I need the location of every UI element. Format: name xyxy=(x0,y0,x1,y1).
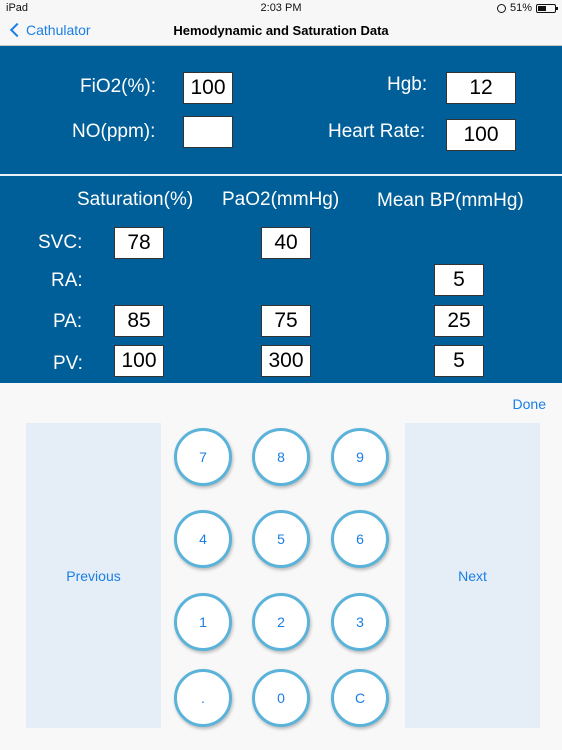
navigation-bar xyxy=(0,16,562,46)
key-6[interactable]: 6 xyxy=(331,510,389,568)
page-title: Hemodynamic and Saturation Data xyxy=(173,23,389,38)
key-clear[interactable]: C xyxy=(331,669,389,727)
saturation-header: Saturation(%) xyxy=(77,189,194,210)
status-bar xyxy=(0,0,562,16)
battery-fill xyxy=(538,6,546,11)
pa-pao2-field[interactable]: 75 xyxy=(261,305,311,337)
previous-button[interactable]: Previous xyxy=(26,423,161,728)
hgb-label: Hgb: xyxy=(387,74,428,95)
key-1[interactable]: 1 xyxy=(174,593,232,651)
numeric-keypad xyxy=(0,383,562,750)
pv-pao2-field[interactable]: 300 xyxy=(261,345,311,377)
key-9[interactable]: 9 xyxy=(331,428,389,486)
done-button[interactable]: Done xyxy=(512,396,546,412)
mean-bp-header: Mean BP(mmHg) xyxy=(377,190,524,211)
pa-saturation-field[interactable]: 85 xyxy=(114,305,164,337)
pv-saturation-field[interactable]: 100 xyxy=(114,345,164,377)
key-2[interactable]: 2 xyxy=(252,593,310,651)
heart-rate-field[interactable]: 100 xyxy=(446,119,516,151)
key-0[interactable]: 0 xyxy=(252,669,310,727)
pv-label: PV: xyxy=(53,353,83,374)
pao2-header: PaO2(mmHg) xyxy=(222,189,340,210)
rotation-lock-icon xyxy=(497,4,506,13)
status-time: 2:03 PM xyxy=(260,2,302,14)
fio2-label: FiO2(%): xyxy=(80,76,156,97)
status-right xyxy=(497,2,556,14)
key-7[interactable]: 7 xyxy=(174,428,232,486)
svc-saturation-field[interactable]: 78 xyxy=(114,227,164,259)
fio2-field[interactable]: 100 xyxy=(183,72,233,104)
key-8[interactable]: 8 xyxy=(252,428,310,486)
key-decimal[interactable]: . xyxy=(174,669,232,727)
pa-label: PA: xyxy=(53,311,83,332)
svc-pao2-field[interactable]: 40 xyxy=(261,227,311,259)
battery-percent: 51% xyxy=(509,2,532,14)
pa-mean-bp-field[interactable]: 25 xyxy=(434,305,484,337)
key-3[interactable]: 3 xyxy=(331,593,389,651)
hgb-field[interactable]: 12 xyxy=(446,72,516,104)
ra-label: RA: xyxy=(51,270,83,291)
device-name: iPad xyxy=(6,2,29,14)
key-4[interactable]: 4 xyxy=(174,510,232,568)
back-label: Cathulator xyxy=(26,22,91,38)
battery-icon xyxy=(536,4,556,13)
key-5[interactable]: 5 xyxy=(252,510,310,568)
ra-mean-bp-field[interactable]: 5 xyxy=(434,264,484,296)
heart-rate-label: Heart Rate: xyxy=(328,121,426,142)
pv-mean-bp-field[interactable]: 5 xyxy=(434,345,484,377)
no-label: NO(ppm): xyxy=(72,121,156,142)
next-button[interactable]: Next xyxy=(405,423,540,728)
svc-label: SVC: xyxy=(38,232,83,253)
saturation-panel xyxy=(0,176,562,383)
no-field[interactable] xyxy=(183,116,233,148)
general-params-panel xyxy=(0,46,562,174)
